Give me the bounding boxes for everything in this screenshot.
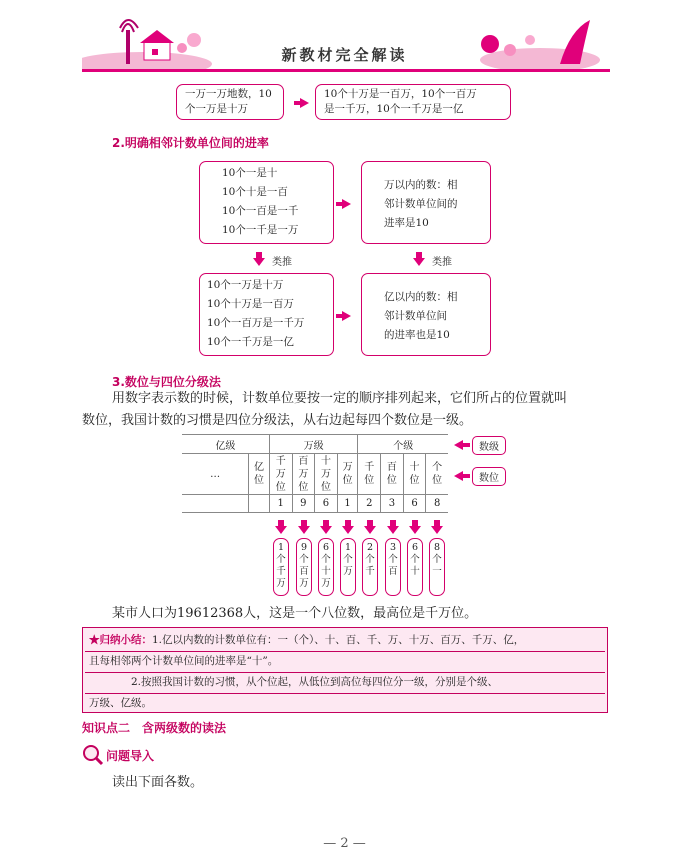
- infer-label: 类推: [432, 257, 452, 268]
- arrow-left-icon: [454, 440, 463, 450]
- place-cell: 百 万 位: [292, 454, 315, 495]
- carry-box-a-line: 10个一是十: [222, 167, 278, 179]
- paragraph: 某市人口为19612368人，这是一个八位数，最高位是千万位。: [112, 606, 478, 621]
- summary-text: 万级、亿级。: [89, 697, 152, 709]
- paragraph: 数位，我国计数的习惯是四位分级法，从右边起每四个数位是一级。: [82, 413, 473, 428]
- section-2-title: 2.明确相邻计数单位间的进率: [112, 136, 269, 150]
- place-cell: 十 万 位: [315, 454, 338, 495]
- unit-box: 6 个 十 万: [318, 538, 334, 596]
- arrow-down-icon: [275, 526, 287, 534]
- place-cell: 千 位: [358, 454, 381, 495]
- digit-cell: 2: [358, 495, 381, 513]
- carry-box-d-line: 亿以内的数：相: [384, 291, 458, 303]
- carry-box-b-line: 进率是10: [384, 217, 429, 229]
- knowledge-point-title: 知识点二 含两级数的读法: [82, 721, 227, 735]
- carry-box-c-line: 10个一百万是一千万: [207, 317, 305, 329]
- place-value-table: [182, 434, 448, 513]
- arrow-right-icon: [342, 311, 351, 321]
- level-header: 万级: [269, 435, 358, 454]
- carry-box-d-line: 邻计数单位间: [384, 310, 447, 322]
- arrow-down-icon: [298, 526, 310, 534]
- arrow-down-icon: [413, 258, 425, 266]
- summary-text: 1.亿以内数的计数单位有：一（个）、十、百、千、万、十万、百万、千万、亿，: [152, 634, 525, 646]
- digit-cell: [182, 495, 249, 513]
- unit-box: 9 个 百 万: [296, 538, 312, 596]
- dots-cell: …: [182, 454, 249, 495]
- summary-box: [82, 627, 608, 713]
- page-header-title: 新教材完全解读: [281, 46, 408, 64]
- carry-box-a: [199, 161, 334, 244]
- summary-rule: [85, 651, 605, 652]
- carry-box-c: [199, 273, 334, 356]
- arrow-down-icon: [409, 526, 421, 534]
- place-cell: 万 位: [337, 454, 358, 495]
- carry-box-b: [361, 161, 491, 244]
- digit-cell: 1: [269, 495, 292, 513]
- digit-cell: 6: [315, 495, 338, 513]
- header-divider: [82, 69, 610, 72]
- magnifier-icon: [82, 744, 104, 766]
- section-3-title: 3.数位与四位分级法: [112, 375, 221, 389]
- unit-box: 1 个 千 万: [273, 538, 289, 596]
- carry-box-d: [361, 273, 491, 356]
- intro-box-2-line: 是一千万，10个一千万是一亿: [324, 103, 464, 115]
- intro-box-2: [315, 84, 511, 120]
- summary-label: ★归纳小结：: [89, 634, 152, 646]
- level-tag: 数级: [472, 436, 506, 455]
- digit-cell: 1: [337, 495, 358, 513]
- arrow-right-icon: [300, 98, 309, 108]
- intro-box-1: [176, 84, 284, 120]
- arrow-right-icon: [342, 199, 351, 209]
- arrow-down-icon: [342, 526, 354, 534]
- digit-cell: 8: [426, 495, 448, 513]
- arrow-left-icon: [454, 471, 463, 481]
- arrow-down-icon: [253, 258, 265, 266]
- arrow-down-icon: [431, 526, 443, 534]
- intro-box-1-line: 一万一万地数，10: [185, 88, 272, 100]
- carry-box-b-line: 邻计数单位间的: [384, 198, 458, 210]
- unit-box: 8 个 一: [429, 538, 445, 596]
- place-cell: 千 万 位: [269, 454, 292, 495]
- carry-box-c-line: 10个一万是十万: [207, 279, 284, 291]
- summary-text: 2.按照我国计数的习惯，从个位起，从低位到高位每四位分一级，分别是个级、: [131, 676, 499, 688]
- level-header: 个级: [358, 435, 448, 454]
- arrow-down-icon: [320, 526, 332, 534]
- unit-box: 1 个 万: [340, 538, 356, 596]
- problem-text: 读出下面各数。: [112, 775, 204, 790]
- summary-line-1: [89, 630, 601, 651]
- place-cell: 个 位: [426, 454, 448, 495]
- level-header: 亿级: [182, 435, 269, 454]
- intro-box-2-line: 10个十万是一百万，10个一百万: [324, 88, 477, 100]
- place-cell: 十 位: [403, 454, 426, 495]
- arrow-down-icon: [364, 526, 376, 534]
- digit-cell: 9: [292, 495, 315, 513]
- unit-box: 3 个 百: [385, 538, 401, 596]
- unit-box: 6 个 十: [407, 538, 423, 596]
- intro-box-1-line: 个一万是十万: [185, 103, 248, 115]
- paragraph: 用数字表示数的时候，计数单位要按一定的顺序排列起来，它们所占的位置就叫: [112, 391, 568, 406]
- carry-box-c-line: 10个一千万是一亿: [207, 336, 294, 348]
- place-cell: 亿 位: [249, 454, 270, 495]
- carry-box-a-line: 10个一百是一千: [222, 205, 299, 217]
- unit-box: 2 个 千: [362, 538, 378, 596]
- digit-cell: 3: [381, 495, 404, 513]
- digit-cell: [249, 495, 270, 513]
- carry-box-d-line: 的进率也是10: [384, 329, 450, 341]
- summary-rule: [85, 693, 605, 694]
- page-number: — 2 —: [323, 836, 366, 851]
- carry-box-a-line: 10个一千是一万: [222, 224, 299, 236]
- infer-label: 类推: [272, 257, 292, 268]
- place-tag: 数位: [472, 467, 506, 486]
- place-cell: 百 位: [381, 454, 404, 495]
- problem-intro-title: 问题导入: [106, 749, 155, 763]
- carry-box-c-line: 10个十万是一百万: [207, 298, 294, 310]
- summary-text: 且每相邻两个计数单位间的进率是“十”。: [89, 655, 279, 667]
- digit-cell: 6: [403, 495, 426, 513]
- summary-rule: [85, 672, 605, 673]
- carry-box-a-line: 10个十是一百: [222, 186, 288, 198]
- arrow-down-icon: [387, 526, 399, 534]
- carry-box-b-line: 万以内的数：相: [384, 179, 458, 191]
